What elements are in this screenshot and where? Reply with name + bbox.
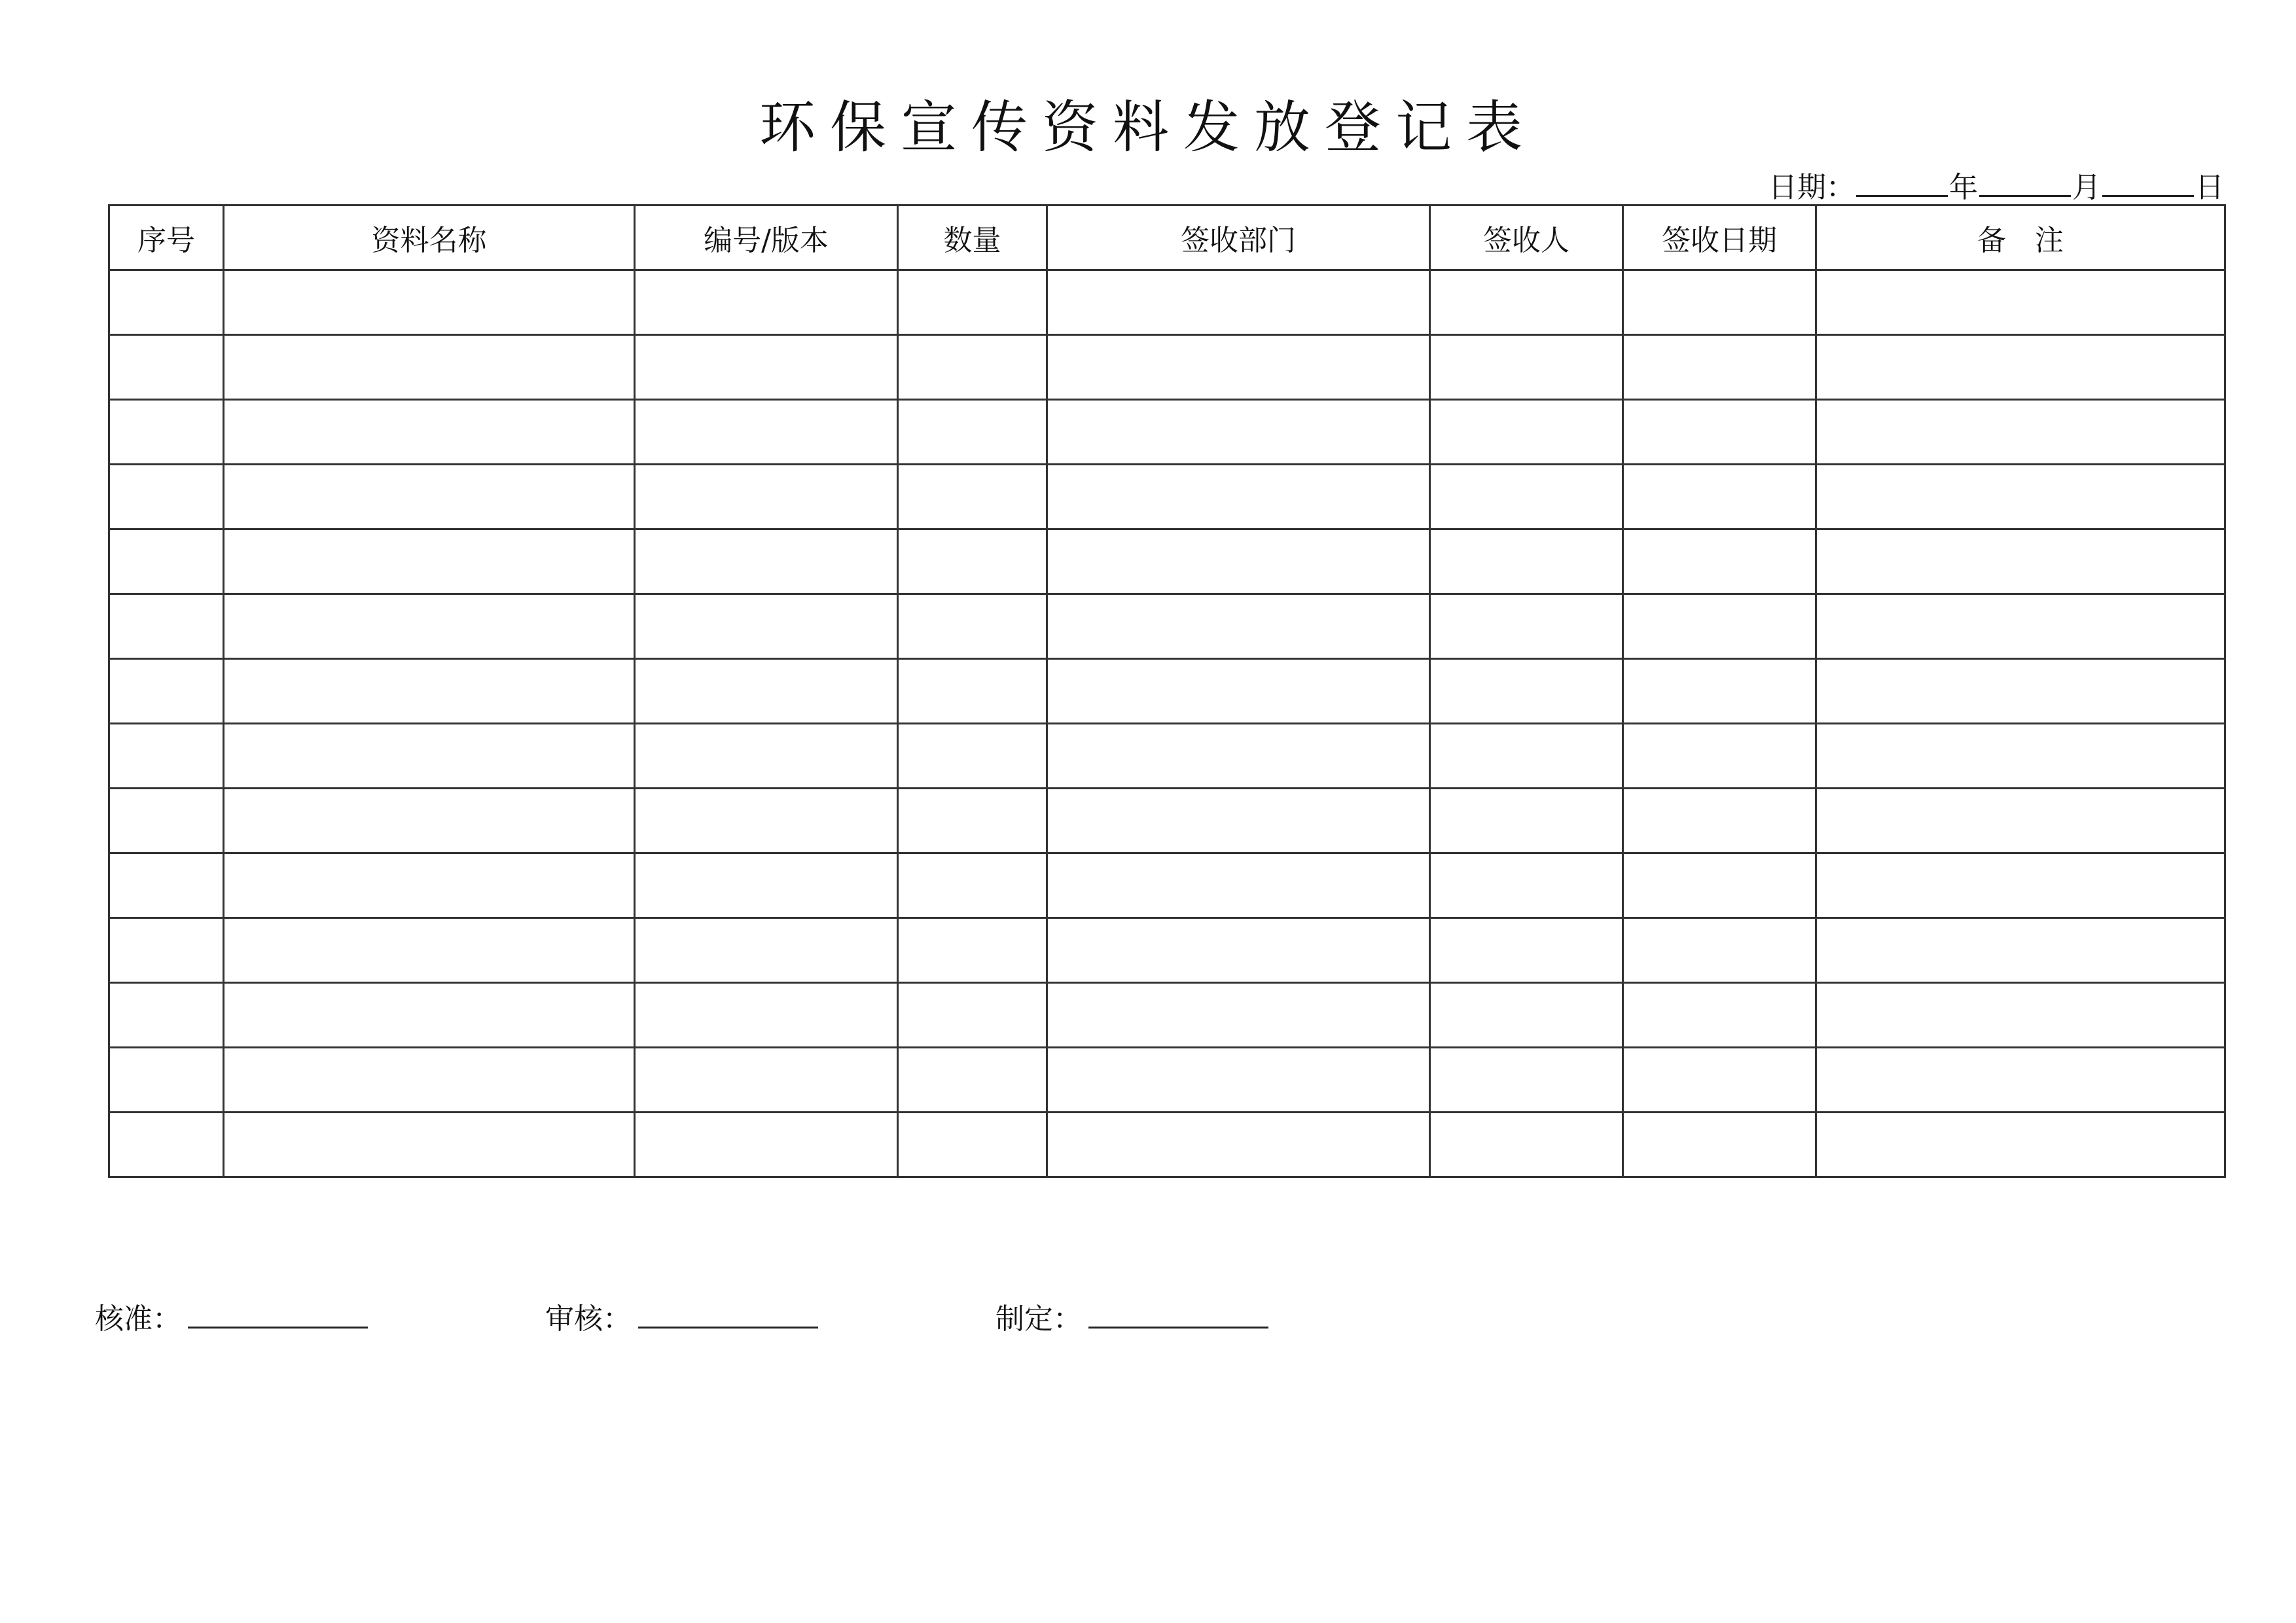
approve-label: 核准： [95,1302,181,1336]
table-cell[interactable] [1816,724,2225,789]
table-cell[interactable] [1623,918,1816,983]
prepare-signature [996,1293,1268,1343]
table-cell[interactable] [109,400,224,465]
table-cell[interactable] [1623,335,1816,400]
prepare-line[interactable] [1088,1293,1268,1329]
table-cell[interactable] [109,594,224,659]
table-cell[interactable] [635,724,898,789]
table-cell[interactable] [1623,400,1816,465]
table-cell[interactable] [224,465,635,529]
review-signature [545,1293,818,1343]
table-cell[interactable] [1047,335,1430,400]
table-row [109,1113,2225,1177]
table-cell[interactable] [109,529,224,594]
table-cell[interactable] [898,400,1047,465]
table-cell[interactable] [224,594,635,659]
table-cell[interactable] [1816,918,2225,983]
table-cell[interactable] [1047,1113,1430,1177]
table-row [109,918,2225,983]
table-cell[interactable] [109,1113,224,1177]
table-cell[interactable] [635,1048,898,1113]
table-cell[interactable] [1430,918,1623,983]
table-cell[interactable] [1430,853,1623,918]
table-cell[interactable] [635,335,898,400]
table-row [109,853,2225,918]
header-quantity: 数量 [898,205,1047,270]
table-cell[interactable] [1816,400,2225,465]
table-cell[interactable] [898,465,1047,529]
table-cell[interactable] [224,789,635,853]
table-cell[interactable] [1047,594,1430,659]
table-cell[interactable] [1047,724,1430,789]
table-cell[interactable] [1623,1113,1816,1177]
table-cell[interactable] [1430,983,1623,1048]
table-row [109,1048,2225,1113]
table-cell[interactable] [224,724,635,789]
table-cell[interactable] [109,853,224,918]
table-cell[interactable] [1047,1048,1430,1113]
table-cell[interactable] [224,659,635,724]
table-cell[interactable] [109,1048,224,1113]
review-label: 审核： [545,1302,632,1336]
table-cell[interactable] [1430,659,1623,724]
table-cell[interactable] [1623,270,1816,335]
table-cell[interactable] [1430,1113,1623,1177]
table-cell[interactable] [1047,853,1430,918]
month-label: 月 [2072,171,2101,204]
table-row [109,983,2225,1048]
table-cell[interactable] [1816,270,2225,335]
table-cell[interactable] [1047,400,1430,465]
header-code-version: 编号/版本 [635,205,898,270]
table-cell[interactable] [109,918,224,983]
header-receipt-date: 签收日期 [1623,205,1816,270]
table-cell[interactable] [898,918,1047,983]
table-cell[interactable] [1816,789,2225,853]
table-row [109,400,2225,465]
table-cell[interactable] [109,335,224,400]
table-cell[interactable] [1047,465,1430,529]
approve-signature [95,1293,368,1343]
table-cell[interactable] [109,789,224,853]
table-cell[interactable] [898,983,1047,1048]
table-cell[interactable] [1430,335,1623,400]
table-cell[interactable] [898,529,1047,594]
table-cell[interactable] [1816,853,2225,918]
table-cell[interactable] [1623,594,1816,659]
day-label: 日 [2195,171,2224,204]
table-cell[interactable] [1047,659,1430,724]
register-table [108,204,2226,1178]
table-header-row [109,205,2225,270]
table-cell[interactable] [1816,465,2225,529]
approve-line[interactable] [188,1293,368,1329]
table-cell[interactable] [1047,789,1430,853]
table-cell[interactable] [1623,529,1816,594]
table-cell[interactable] [1623,1048,1816,1113]
table-cell[interactable] [898,789,1047,853]
table-cell[interactable] [898,270,1047,335]
prepare-label: 制定： [996,1302,1082,1336]
header-remarks: 备 注 [1816,205,2225,270]
table-cell[interactable] [224,1113,635,1177]
table-cell[interactable] [224,335,635,400]
table-cell[interactable] [635,1113,898,1177]
table-cell[interactable] [1623,789,1816,853]
table-cell[interactable] [109,270,224,335]
year-label: 年 [1949,171,1978,204]
table-row [109,465,2225,529]
table-body [109,270,2225,1177]
table-cell[interactable] [1430,465,1623,529]
table-cell[interactable] [1623,983,1816,1048]
table-cell[interactable] [109,659,224,724]
table-row [109,594,2225,659]
table-cell[interactable] [1430,789,1623,853]
form-title: 环保宣传资料发放登记表 [759,95,1537,160]
table-cell[interactable] [1623,853,1816,918]
table-cell[interactable] [1430,529,1623,594]
table-cell[interactable] [1623,724,1816,789]
table-cell[interactable] [635,853,898,918]
table-cell[interactable] [635,983,898,1048]
table-cell[interactable] [224,529,635,594]
table-row [109,659,2225,724]
table-row [109,270,2225,335]
review-line[interactable] [638,1293,818,1329]
header-recipient: 签收人 [1430,205,1623,270]
header-department: 签收部门 [1047,205,1430,270]
table-cell[interactable] [1430,270,1623,335]
table-cell[interactable] [224,983,635,1048]
table-cell[interactable] [1816,1113,2225,1177]
table-cell[interactable] [109,724,224,789]
table-cell[interactable] [224,853,635,918]
table-row [109,724,2225,789]
table-cell[interactable] [635,659,898,724]
table-cell[interactable] [1047,270,1430,335]
table-cell[interactable] [224,1048,635,1113]
table-cell[interactable] [109,983,224,1048]
date-label: 日期： [1768,171,1855,204]
table-cell[interactable] [1430,594,1623,659]
table-cell[interactable] [1430,724,1623,789]
table-cell[interactable] [1816,983,2225,1048]
table-cell[interactable] [898,1113,1047,1177]
table-row [109,789,2225,853]
table-cell[interactable] [224,918,635,983]
table-cell[interactable] [635,529,898,594]
table-cell[interactable] [635,400,898,465]
header-index: 序号 [109,205,224,270]
table-row [109,335,2225,400]
table-cell[interactable] [1623,465,1816,529]
table-cell[interactable] [898,594,1047,659]
day-blank[interactable] [2102,161,2194,197]
table-cell[interactable] [898,1048,1047,1113]
table-cell[interactable] [635,918,898,983]
table-cell[interactable] [1623,659,1816,724]
table-cell[interactable] [635,270,898,335]
table-cell[interactable] [898,335,1047,400]
year-blank[interactable] [1856,161,1948,197]
table-row [109,529,2225,594]
table-cell[interactable] [1430,400,1623,465]
table-cell[interactable] [1047,983,1430,1048]
table-cell[interactable] [898,659,1047,724]
table-cell[interactable] [1047,529,1430,594]
table-cell[interactable] [898,853,1047,918]
table-cell[interactable] [1816,659,2225,724]
table-cell[interactable] [635,789,898,853]
table-cell[interactable] [109,465,224,529]
table-cell[interactable] [1430,1048,1623,1113]
table-cell[interactable] [1047,918,1430,983]
table-cell[interactable] [635,465,898,529]
header-material-name: 资料名称 [224,205,635,270]
table-cell[interactable] [1816,594,2225,659]
month-blank[interactable] [1979,161,2071,197]
table-cell[interactable] [224,400,635,465]
table-cell[interactable] [1816,1048,2225,1113]
table-cell[interactable] [898,724,1047,789]
table-cell[interactable] [635,594,898,659]
table-cell[interactable] [224,270,635,335]
table-cell[interactable] [1816,529,2225,594]
table-cell[interactable] [1816,335,2225,400]
